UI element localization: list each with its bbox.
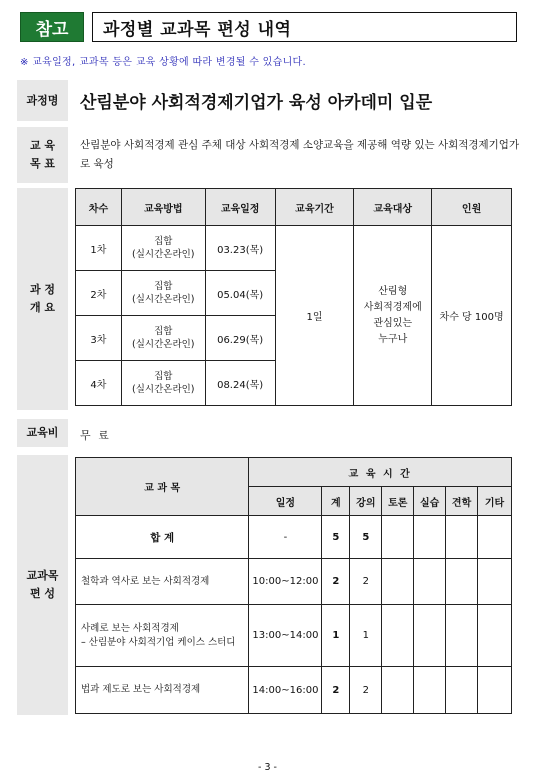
goal-label — [17, 127, 68, 183]
date-cell: 05.04(목) — [205, 271, 275, 316]
empty-cell — [382, 605, 414, 667]
curriculum-header-row — [76, 458, 512, 487]
date-cell: 03.23(목) — [205, 226, 275, 271]
empty-cell — [382, 667, 414, 714]
subject-cell — [76, 559, 249, 605]
header-method: 교육방법 — [121, 189, 205, 226]
subheader-schedule: 일정 — [249, 487, 322, 516]
schedule-cell: 14:00~16:00 — [249, 667, 322, 714]
method-line2: (실시간온라인) — [132, 249, 195, 260]
overview-label-line1: 과 정 — [29, 283, 56, 297]
total-schedule: - — [249, 516, 322, 559]
target-line2: 사회적경제에 — [363, 301, 422, 313]
subject-cell — [76, 667, 249, 714]
empty-cell — [414, 559, 446, 605]
overview-label-line2: 개 요 — [29, 301, 56, 314]
total-label: 합 계 — [76, 516, 249, 559]
overview-label — [17, 188, 68, 410]
reference-badge: 참고 — [20, 12, 84, 42]
header-duration: 교육기간 — [275, 189, 354, 226]
method-cell — [121, 271, 205, 316]
curriculum-label-line2: 편 성 — [29, 587, 56, 600]
goal-label-line2: 목 표 — [29, 157, 56, 170]
subject-header: 교 과 목 — [76, 458, 249, 516]
method-cell — [121, 226, 205, 271]
overview-table — [75, 188, 512, 406]
header-round: 차수 — [76, 189, 122, 226]
sum-cell: 1 — [322, 605, 350, 667]
subject-line2: – 산림분야 사회적기업 케이스 스터디 — [81, 636, 236, 648]
header-target: 교육대상 — [354, 189, 432, 226]
method-line1: 집합 — [154, 325, 173, 337]
empty-cell — [478, 667, 512, 714]
sum-cell: 2 — [322, 559, 350, 605]
curriculum-label — [17, 455, 68, 715]
goal-label-line1: 교 육 — [29, 139, 56, 153]
target-line1: 산림형 — [378, 285, 408, 297]
subject-line1: 사례로 보는 사회적경제 — [81, 622, 179, 634]
schedule-cell: 13:00~14:00 — [249, 605, 322, 667]
curriculum-table — [75, 457, 512, 714]
goal-text: 산림분야 사회적경제 관심 주체 대상 사회적경제 소양교육을 제공해 역량 있는 사회적경제기업가로 육성 — [80, 139, 520, 170]
total-lecture: 5 — [350, 516, 382, 559]
capacity-cell: 차수 당 100명 — [432, 226, 512, 406]
table-row — [76, 226, 512, 271]
empty-cell — [382, 516, 414, 559]
page-title: 과정별 교과목 편성 내역 — [92, 12, 517, 42]
empty-cell — [446, 667, 478, 714]
round-cell: 4차 — [76, 361, 122, 406]
table-row — [76, 667, 512, 714]
empty-cell — [414, 605, 446, 667]
total-sum: 5 — [322, 516, 350, 559]
method-cell — [121, 316, 205, 361]
empty-cell — [478, 559, 512, 605]
target-cell — [354, 226, 432, 406]
schedule-cell: 10:00~12:00 — [249, 559, 322, 605]
target-line3: 관심있는 — [373, 317, 413, 329]
subject-cell — [76, 605, 249, 667]
lecture-cell: 2 — [350, 667, 382, 714]
empty-cell — [478, 516, 512, 559]
target-line4: 누구나 — [378, 333, 408, 345]
table-row — [76, 559, 512, 605]
table-row — [76, 605, 512, 667]
subheader-practice: 실습 — [414, 487, 446, 516]
subheader-field-trip: 견학 — [446, 487, 478, 516]
overview-header-row — [76, 189, 512, 226]
header-capacity: 인원 — [432, 189, 512, 226]
date-cell: 06.29(목) — [205, 316, 275, 361]
method-line2: (실시간온라인) — [132, 294, 195, 305]
method-cell — [121, 361, 205, 406]
subject-line1: 철학과 역사로 보는 사회적경제 — [81, 575, 210, 587]
method-line2: (실시간온라인) — [132, 339, 195, 350]
subheader-discussion: 토론 — [382, 487, 414, 516]
subheader-lecture: 강의 — [350, 487, 382, 516]
sum-cell: 2 — [322, 667, 350, 714]
time-header: 교 육 시 간 — [249, 458, 512, 487]
fee-label: 교육비 — [17, 419, 68, 447]
curriculum-label-line1: 교과목 — [26, 569, 59, 583]
empty-cell — [382, 559, 414, 605]
duration-cell: 1일 — [275, 226, 354, 406]
lecture-cell: 2 — [350, 559, 382, 605]
empty-cell — [446, 559, 478, 605]
empty-cell — [478, 605, 512, 667]
fee-value: 무 료 — [80, 429, 111, 442]
date-cell: 08.24(목) — [205, 361, 275, 406]
subject-line1: 법과 제도로 보는 사회적경제 — [81, 684, 201, 696]
header-date: 교육일정 — [205, 189, 275, 226]
course-name-label: 과정명 — [17, 80, 68, 121]
method-line1: 집합 — [154, 370, 173, 382]
total-row — [76, 516, 512, 559]
method-line2: (실시간온라인) — [132, 384, 195, 395]
empty-cell — [446, 605, 478, 667]
empty-cell — [414, 667, 446, 714]
method-line1: 집합 — [154, 235, 173, 247]
empty-cell — [414, 516, 446, 559]
course-title: 산림분야 사회적경제기업가 육성 아카데미 입문 — [80, 93, 433, 113]
subheader-sum: 계 — [322, 487, 350, 516]
round-cell: 3차 — [76, 316, 122, 361]
round-cell: 2차 — [76, 271, 122, 316]
lecture-cell: 1 — [350, 605, 382, 667]
empty-cell — [446, 516, 478, 559]
section-header — [20, 12, 517, 42]
schedule-notice: ※ 교육일정, 교과목 등은 교육 상황에 따라 변경될 수 있습니다. — [20, 57, 306, 68]
round-cell: 1차 — [76, 226, 122, 271]
page-number: - 3 - — [258, 762, 277, 773]
subheader-other: 기타 — [478, 487, 512, 516]
method-line1: 집합 — [154, 280, 173, 292]
